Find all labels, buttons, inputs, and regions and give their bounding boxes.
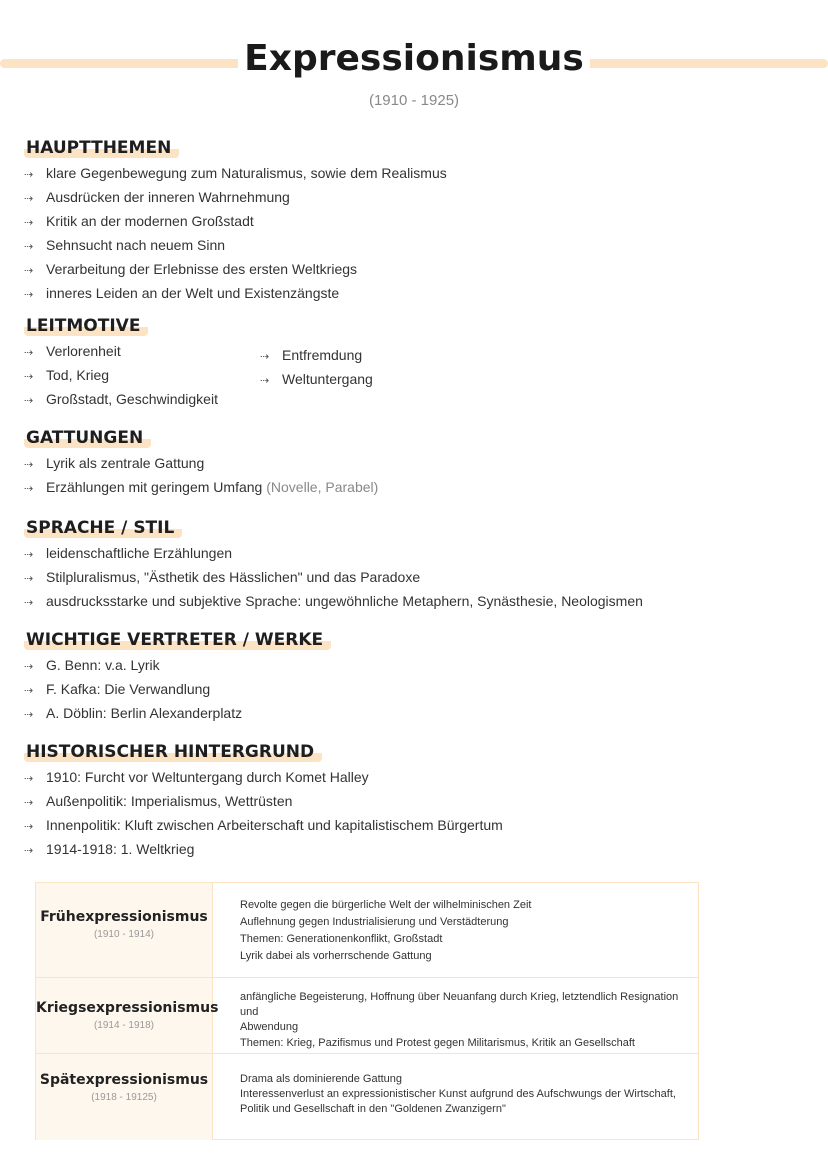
list-item: ⇢ G. Benn: v.a. Lyrik [24,654,331,678]
section-hauptthemen [24,138,447,306]
list-item: ⇢ Kritik an der modernen Großstadt [24,210,447,234]
list-item: ⇢ F. Kafka: Die Verwandlung [24,678,331,702]
arrow-icon: ⇢ [24,709,34,721]
phase-years: (1918 - 19125) [91,1092,157,1103]
list-item: ⇢ Außenpolitik: Imperialismus, Wettrüsten [24,790,503,814]
arrow-icon: ⇢ [24,241,34,253]
section-historisch [24,742,503,862]
phase-description: Revolte gegen die bürgerliche Welt der wilhelminischen Zeit Auflehnung gegen Industrialisierung und Verstädterung Themen: Generationenkonflikt, Großstadt Lyrik dabei als vorherrschende Gattung [240,899,532,962]
list-item: ⇢ Verarbeitung der Erlebnisse des ersten Weltkriegs [24,258,447,282]
list-item: ⇢ Entfremdung [260,344,373,368]
list-item: ⇢ 1914-1918: 1. Weltkrieg [24,838,503,862]
gattungen-note: (Novelle, Parabel) [266,479,379,495]
list-item: ⇢ Lyrik als zentrale Gattung [24,452,378,476]
list-item: ⇢ ausdrucksstarke und subjektive Sprache: ungewöhnliche Metaphern, Synästhesie, Neologismen [24,590,643,614]
arrow-icon: ⇢ [24,549,34,561]
arrow-icon: ⇢ [24,797,34,809]
list-item: ⇢ klare Gegenbewegung zum Naturalismus, sowie dem Realismus [24,162,447,186]
arrow-icon: ⇢ [24,265,34,277]
arrow-icon: ⇢ [24,217,34,229]
phase-description: anfängliche Begeisterung, Hoffnung über Neuanfang durch Krieg, letztendlich Resignation und Abwendung Themen: Krieg, Pazifismus und Protest gegen Militarismus, Kritik an Gesellschaft [240,991,679,1049]
page-title: Expressionismus [0,38,828,79]
phase-name: Frühexpressionismus [40,909,208,925]
list-item: ⇢ Sehnsucht nach neuem Sinn [24,234,447,258]
page-subtitle: (1910 - 1925) [368,92,460,109]
arrow-icon: ⇢ [24,193,34,205]
table-row [36,977,698,1054]
list-item: ⇢ Erzählungen mit geringem Umfang (Novelle, Parabel) [24,476,378,500]
arrow-icon: ⇢ [24,845,34,857]
heading-leitmotive: LEITMOTIVE [24,316,148,336]
heading-historisch: HISTORISCHER HINTERGRUND [24,742,322,762]
section-gattungen [24,428,378,500]
phase-name-cell [36,1054,213,1140]
phase-name: Spätexpressionismus [39,1072,209,1088]
list-item: ⇢ Verlorenheit [24,340,218,364]
arrow-icon: ⇢ [24,773,34,785]
phases-table [35,882,699,1140]
heading-vertreter: WICHTIGE VERTRETER / WERKE [24,630,331,650]
section-vertreter [24,630,331,726]
arrow-icon: ⇢ [24,459,34,471]
phase-name-cell [36,978,219,1054]
arrow-icon: ⇢ [24,169,34,181]
phase-name-cell [36,883,213,977]
arrow-icon: ⇢ [24,573,34,585]
leitmotive-col2 [260,344,373,392]
table-row [36,883,698,977]
arrow-icon: ⇢ [24,597,34,609]
phase-years: (1914 - 1918) [93,1020,155,1031]
list-item: ⇢ leidenschaftliche Erzählungen [24,542,643,566]
heading-hauptthemen: HAUPTTHEMEN [24,138,179,158]
arrow-icon: ⇢ [24,661,34,673]
section-sprache [24,518,643,614]
arrow-icon: ⇢ [24,347,34,359]
phase-description: Drama als dominierende Gattung Interessenverlust an expressionistischer Kunst aufgrund des Aufschwungs der Wirtschaft, Politik und Gesellschaft in den "Goldenen Zwanzigern" [240,1073,676,1115]
heading-sprache: SPRACHE / STIL [24,518,182,538]
table-row [36,1053,698,1140]
arrow-icon: ⇢ [260,351,270,363]
list-item: ⇢ inneres Leiden an der Welt und Existenzängste [24,282,447,306]
arrow-icon: ⇢ [260,375,270,387]
arrow-icon: ⇢ [24,685,34,697]
arrow-icon: ⇢ [24,821,34,833]
arrow-icon: ⇢ [24,483,34,495]
arrow-icon: ⇢ [24,289,34,301]
list-item: ⇢ Ausdrücken der inneren Wahrnehmung [24,186,447,210]
phase-years: (1910 - 1914) [93,929,155,940]
list-item: ⇢ Großstadt, Geschwindigkeit [24,388,218,412]
arrow-icon: ⇢ [24,371,34,383]
phase-name: Kriegsexpressionismus [36,1000,219,1016]
list-item: ⇢ Stilpluralismus, "Ästhetik des Hässlichen" und das Paradoxe [24,566,643,590]
leitmotive-col1 [24,340,218,412]
heading-gattungen: GATTUNGEN [24,428,151,448]
section-leitmotive [24,316,373,412]
arrow-icon: ⇢ [24,395,34,407]
list-item: ⇢ Tod, Krieg [24,364,218,388]
list-item: ⇢ Innenpolitik: Kluft zwischen Arbeiterschaft und kapitalistischem Bürgertum [24,814,503,838]
list-item: ⇢ 1910: Furcht vor Weltuntergang durch Komet Halley [24,766,503,790]
list-item: ⇢ Weltuntergang [260,368,373,392]
list-item: ⇢ A. Döblin: Berlin Alexanderplatz [24,702,331,726]
